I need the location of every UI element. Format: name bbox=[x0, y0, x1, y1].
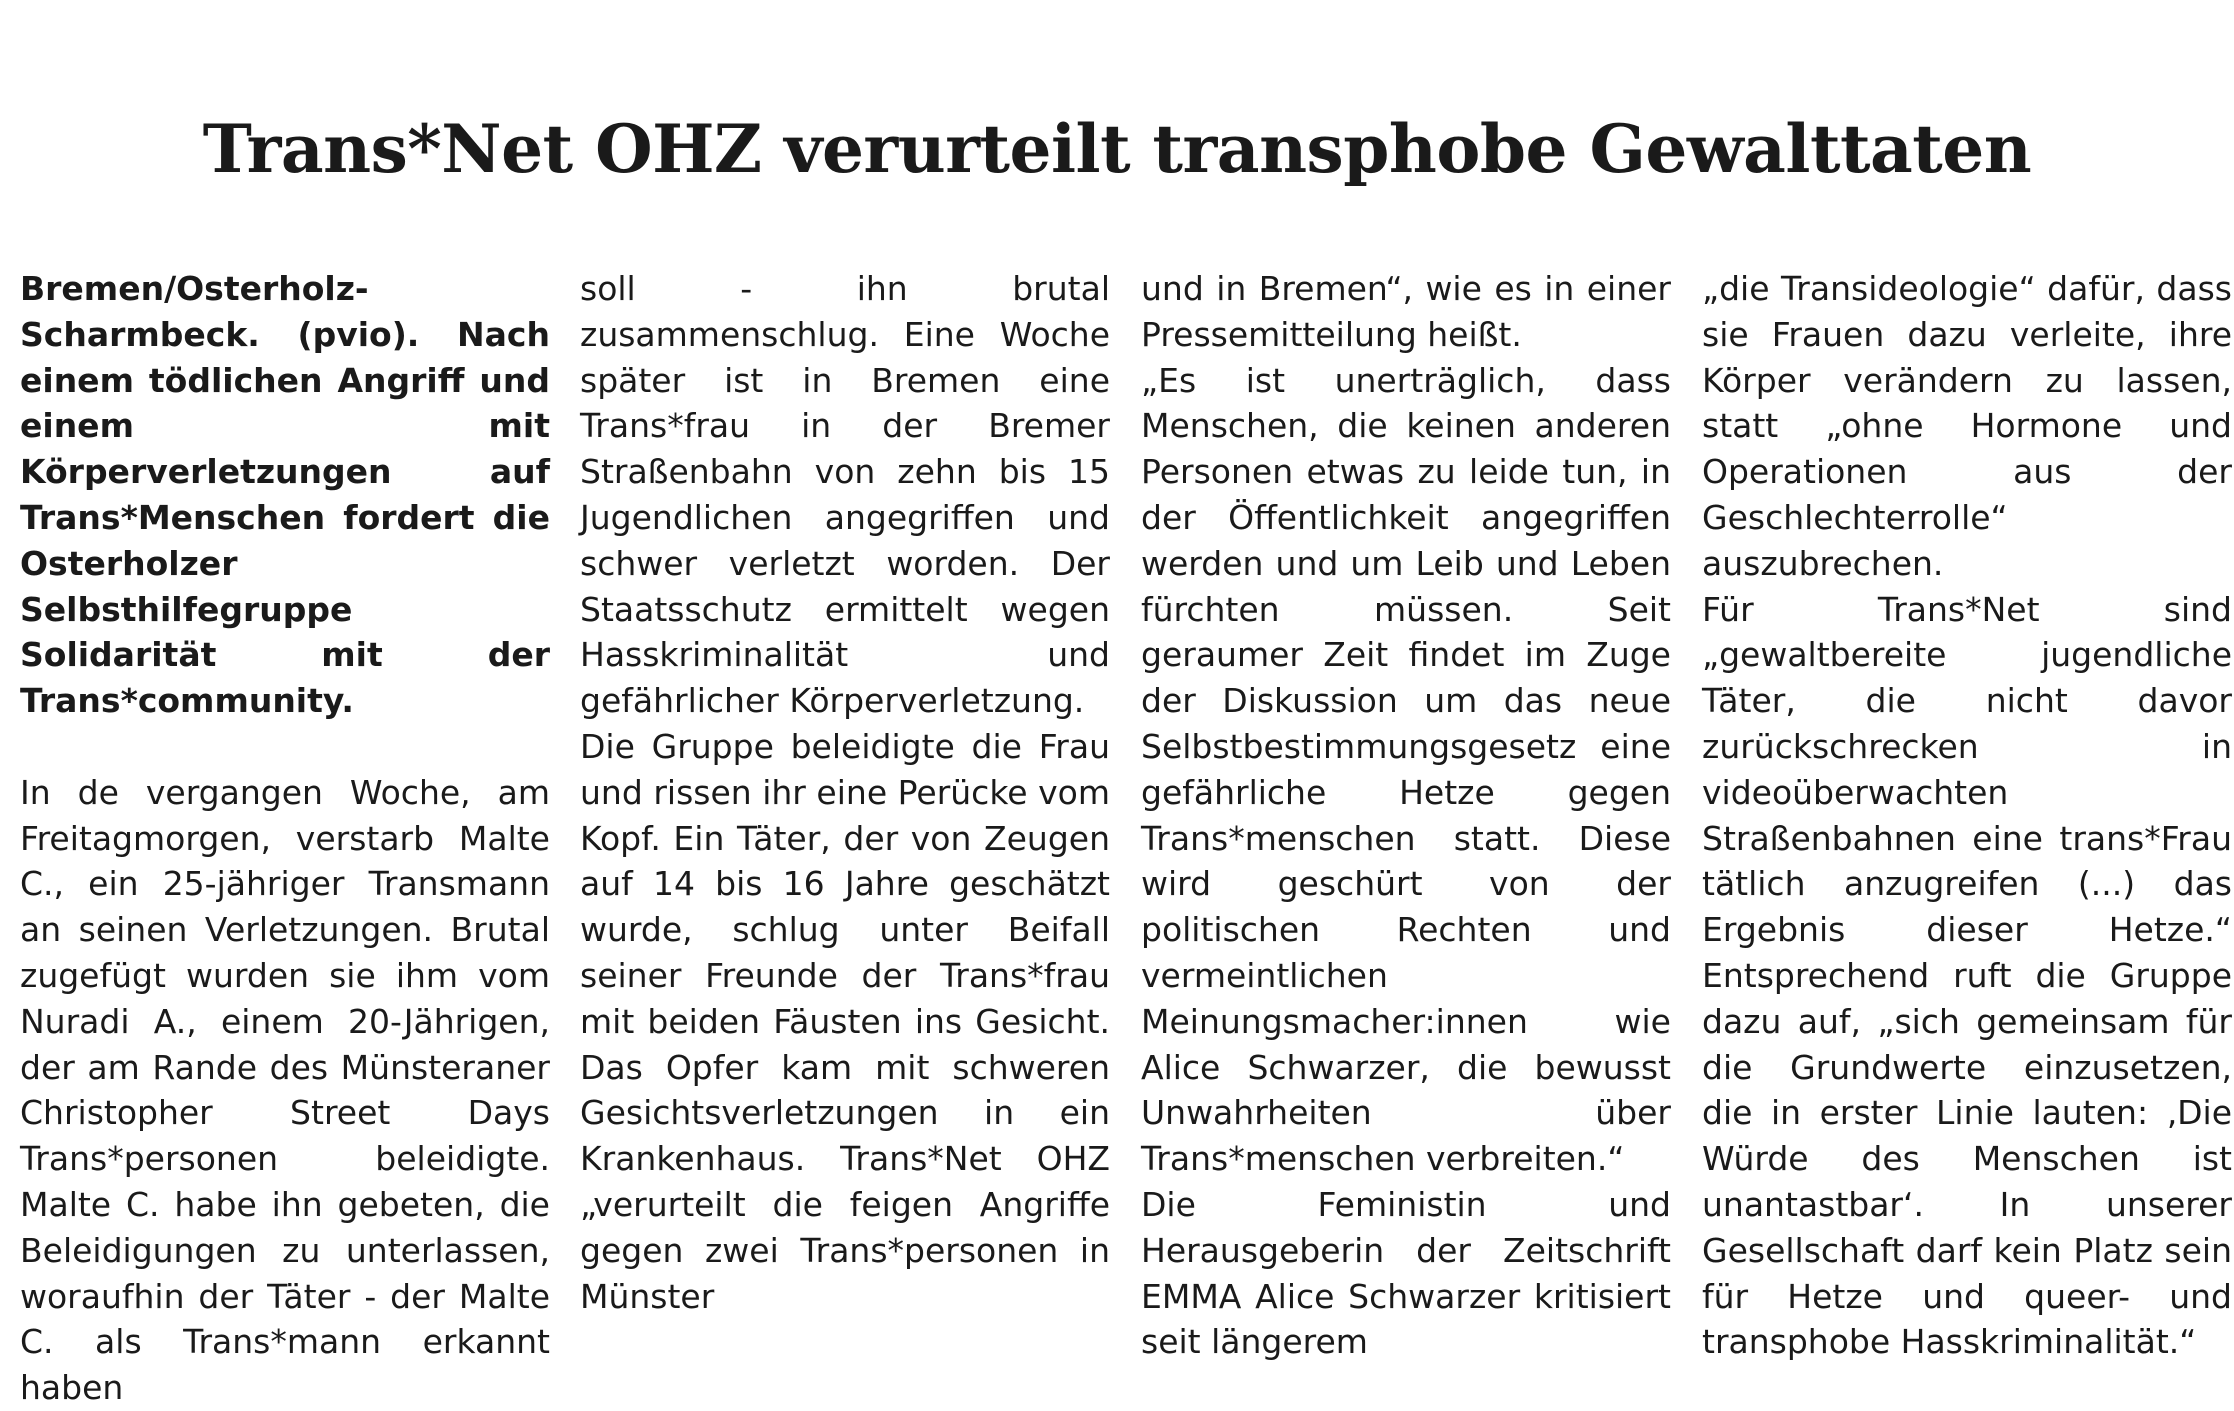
article-column-4 bbox=[1702, 266, 2232, 1365]
article-paragraph: und in Bremen“, wie es in einer Pressemitteilung heißt. bbox=[1141, 269, 1671, 354]
article-paragraph: „Es ist unerträglich, dass Menschen, die keinen anderen Personen etwas zu leide tun, in der Öffentlichkeit angegriffen werden und um Leib und Leben fürchten müssen. Seit geraumer Zeit findet im Zuge der Diskussion um das neue Selbstbestimmungsgesetz eine gefährliche Hetze gegen Trans*menschen statt. Diese wird geschürt von der politischen Rechten und vermeintlichen Meinungsmacher:innen wie Alice Schwarzer, die bewusst Unwahrheiten über Trans*menschen verbreiten.“ bbox=[1141, 360, 1671, 1179]
article-paragraph: Die Gruppe beleidigte die Frau und rissen ihr eine Perücke vom Kopf. Ein Täter, der von Zeugen auf 14 bis 16 Jahre geschätzt wurde, schlug unter Beifall seiner Freunde der Trans*frau mit beiden Fäusten ins Gesicht. Das Opfer kam mit schweren Gesichtsverletzungen in ein Krankenhaus. Trans*Net OHZ „verurteilt die feigen Angriffe gegen zwei Trans*personen in Münster bbox=[580, 726, 1110, 1316]
article-paragraph: soll - ihn brutal zusammenschlug. Eine Woche später ist in Bremen eine Trans*frau in der Bremer Straßenbahn von zehn bis 15 Jugendlichen angegriffen und schwer verletzt worden. Der Staatsschutz ermittelt wegen Hasskriminalität und gefährlicher Körperverletzung. bbox=[580, 269, 1110, 721]
article-column-3 bbox=[1141, 266, 1671, 1365]
article-paragraph: „die Transideologie“ dafür, dass sie Frauen dazu verleite, ihre Körper verändern zu lassen, statt „ohne Hormone und Operationen aus der Geschlechterrolle“ auszubrechen. bbox=[1702, 269, 2232, 583]
article-column-2 bbox=[580, 266, 1110, 1319]
article-paragraph: In de vergangen Woche, am Freitagmorgen, verstarb Malte C., ein 25-jähriger Transmann an seinen Verletzungen. Brutal zugefügt wurden sie ihm vom Nuradi A., einem 20-Jährigen, der am Rande des Münsteraner Christopher Street Days Trans*personen beleidigte. Malte C. habe ihn gebeten, die Beleidigungen zu unterlassen, woraufhin der Täter - der Malte C. als Trans*mann erkannt haben bbox=[20, 772, 550, 1408]
article-lead: Bremen/Osterholz-Scharmbeck. (pvio). Nach einem tödlichen Angriff und einem mit Körperverletzungen auf Trans*Menschen fordert die Osterholzer Selbsthilfegruppe Solidarität mit der Trans*community. bbox=[20, 269, 550, 721]
article-paragraph: Für Trans*Net sind „gewaltbereite jugendliche Täter, die nicht davor zurückschrecken in videoüberwachten Straßenbahnen eine trans*Frau tätlich anzugreifen (...) das Ergebnis dieser Hetze.“ Entsprechend ruft die Gruppe dazu auf, „sich gemeinsam für die Grundwerte einzusetzen, die in erster Linie lauten: ‚Die Würde des Menschen ist unantastbar‘. In unserer Gesellschaft darf kein Platz sein für Hetze und queer- und transphobe Hasskriminalität.“ bbox=[1702, 589, 2232, 1362]
article-column-1 bbox=[20, 266, 550, 1411]
article-paragraph: Die Feministin und Herausgeberin der Zeitschrift EMMA Alice Schwarzer kritisiert seit längerem bbox=[1141, 1184, 1671, 1362]
article-headline: Trans*Net OHZ verurteilt transphobe Gewalttaten bbox=[202, 110, 2032, 188]
